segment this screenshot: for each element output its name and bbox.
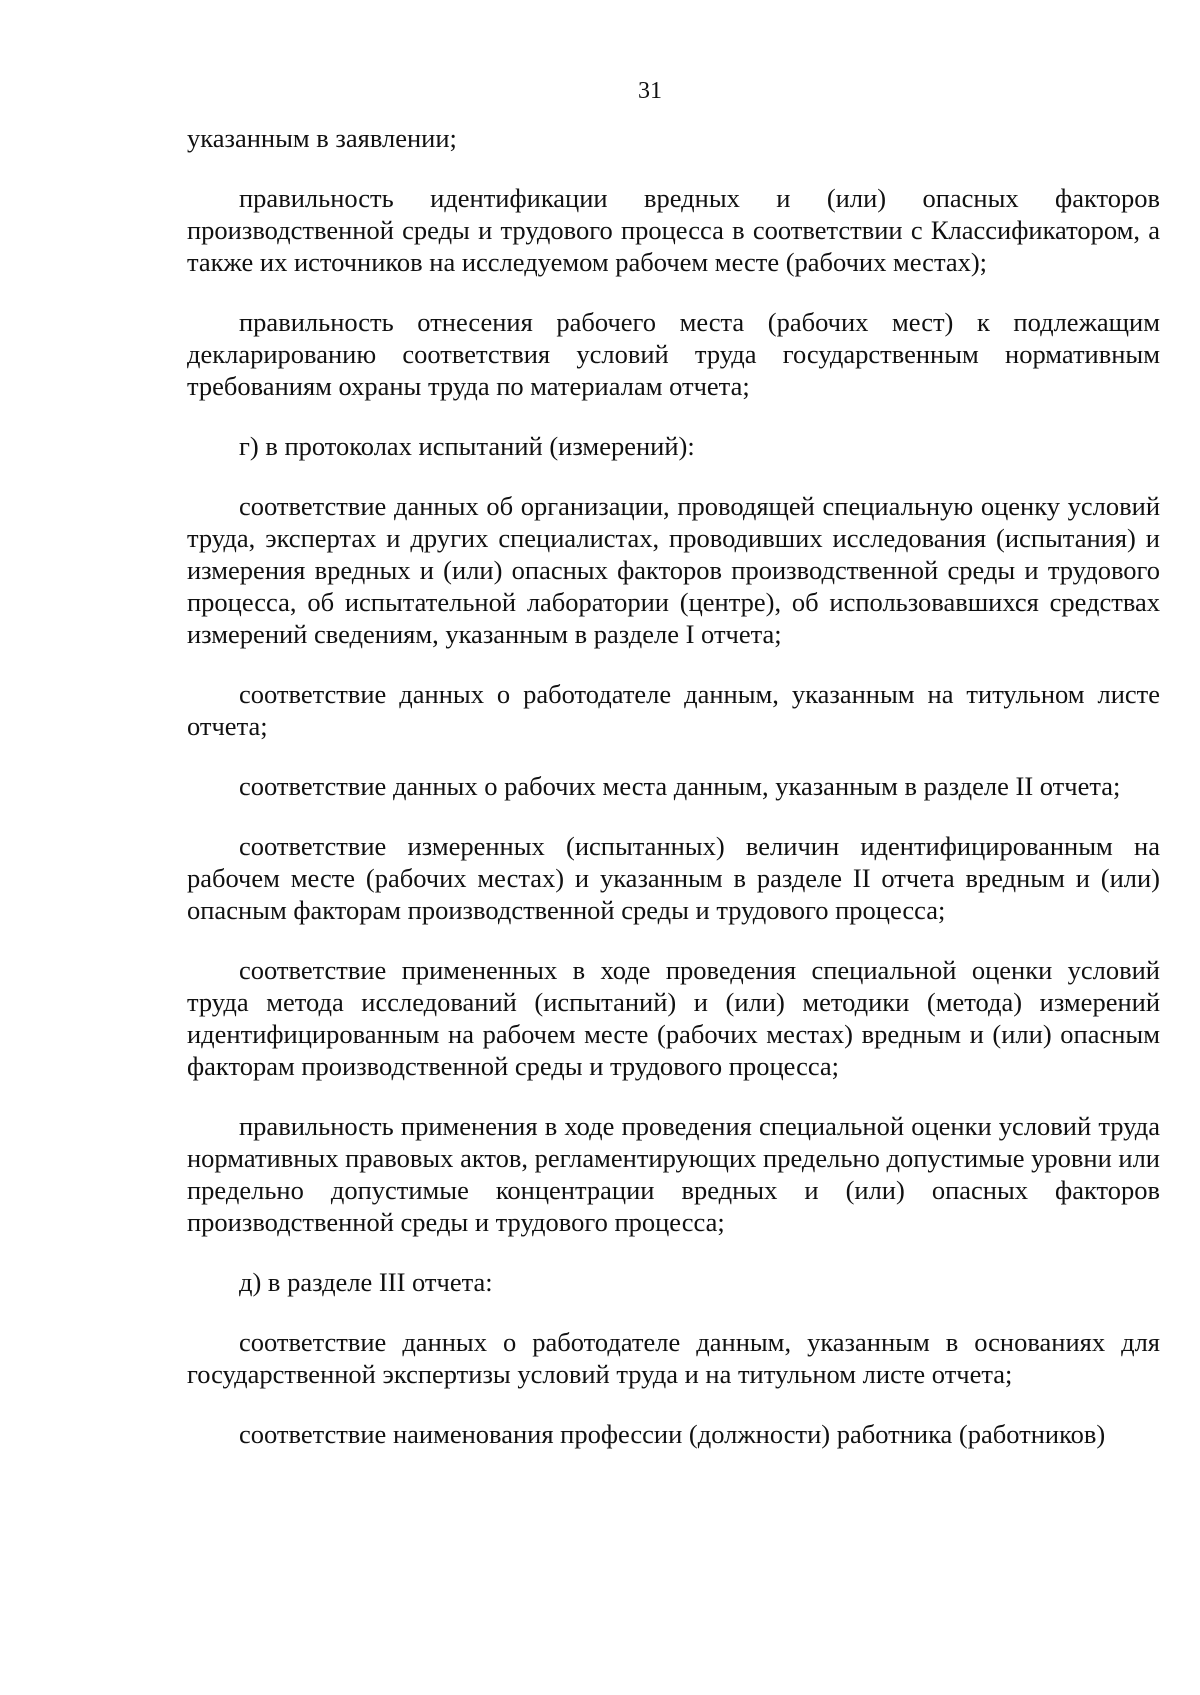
paragraph: указанным в заявлении;	[187, 123, 457, 153]
paragraph: соответствие примененных в ходе проведения специальной оценки условий труда метода исследований (испытаний) и (или) методики (метода) измерений идентифицированным на рабочем месте (рабочих местах) вредным и (или) опасным факторам производственной среды и трудового процесса;	[187, 955, 1160, 1081]
paragraph: г) в протоколах испытаний (измерений):	[239, 431, 695, 461]
paragraph: соответствие данных об организации, проводящей специальную оценку условий труда, экспертах и других специалистах, проводивших исследования (испытания) и измерения вредных и (или) опасных факторов производственной среды и трудового процесса, об испытательной лаборатории (центре), об использовавшихся средствах измерений сведениям, указанным в разделе I отчета;	[187, 491, 1160, 649]
paragraph: соответствие данных о работодателе данным, указанным в основаниях для государственной экспертизы условий труда и на титульном листе отчета;	[187, 1327, 1160, 1389]
paragraph: соответствие наименования профессии (должности) работника (работников)	[239, 1419, 1106, 1449]
paragraph: соответствие измеренных (испытанных) величин идентифицированным на рабочем месте (рабочих местах) и указанным в разделе II отчета вредным и (или) опасным факторам производственной среды и трудового процесса;	[187, 831, 1160, 925]
paragraph: правильность отнесения рабочего места (рабочих мест) к подлежащим декларированию соответствия условий труда государственным нормативным требованиям охраны труда по материалам отчета;	[187, 307, 1160, 401]
paragraph: соответствие данных о рабочих места данным, указанным в разделе II отчета;	[239, 771, 1121, 801]
paragraph: правильность идентификации вредных и (или) опасных факторов производственной среды и трудового процесса в соответствии с Классификатором, а также их источников на исследуемом рабочем месте (рабочих местах);	[187, 183, 1160, 277]
document-body	[187, 122, 1160, 1450]
paragraph: д) в разделе III отчета:	[239, 1267, 493, 1297]
page-number: 31	[638, 78, 662, 104]
paragraph: правильность применения в ходе проведения специальной оценки условий труда нормативных правовых актов, регламентирующих предельно допустимые уровни или предельно допустимые концентрации вредных и (или) опасных факторов производственной среды и трудового процесса;	[187, 1111, 1160, 1237]
paragraph: соответствие данных о работодателе данным, указанным на титульном листе отчета;	[187, 679, 1160, 741]
